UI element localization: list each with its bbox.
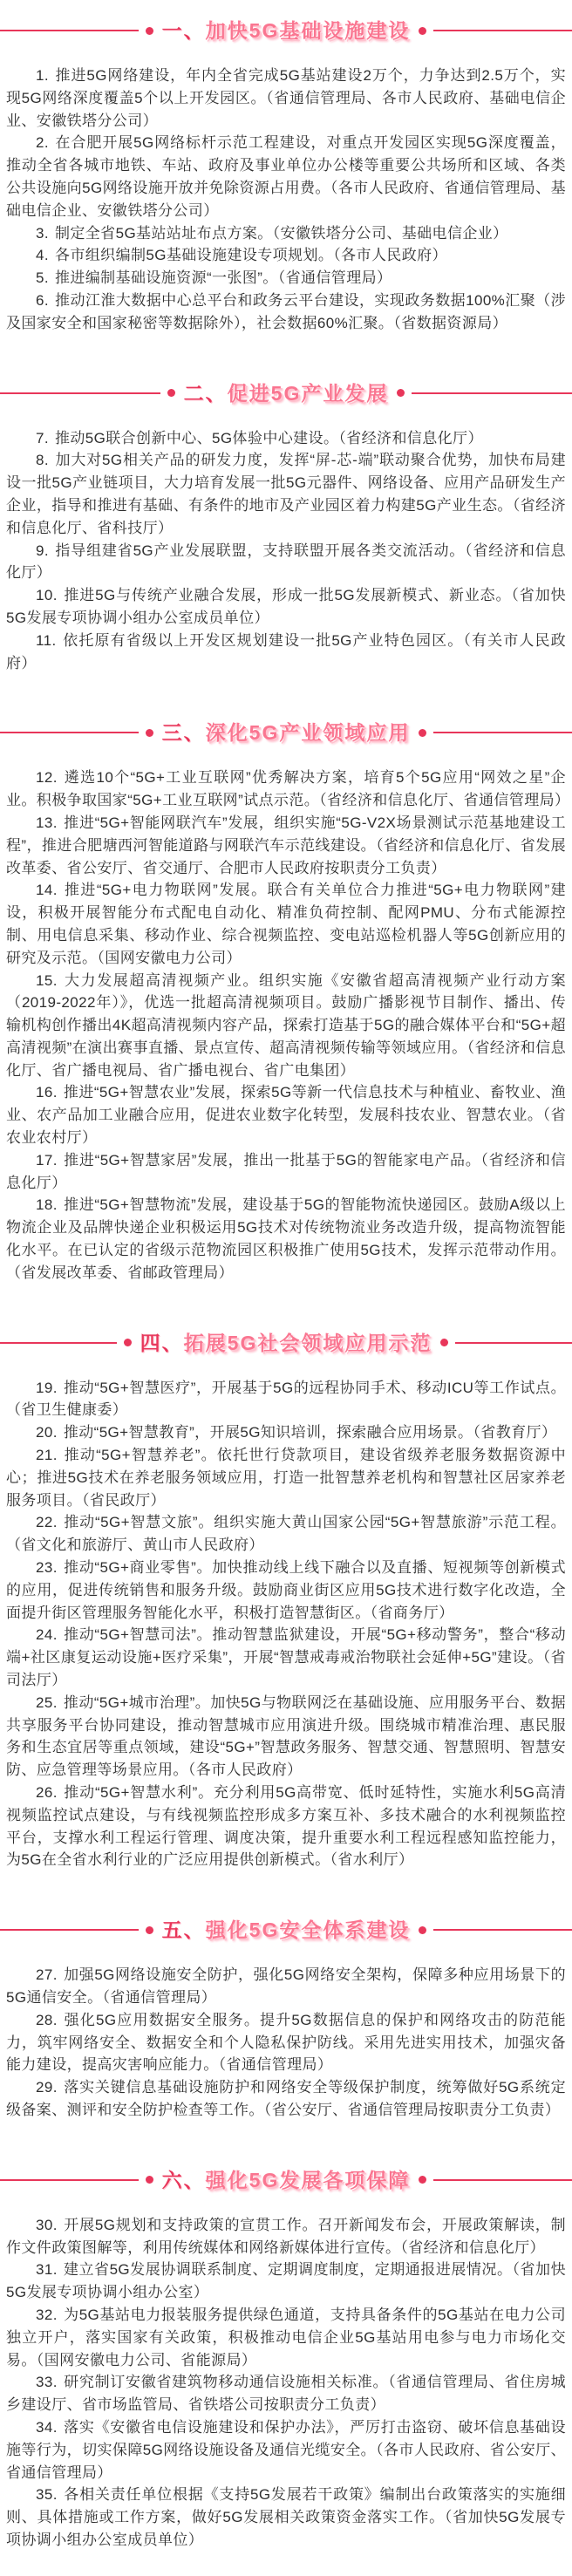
header-dot-right-icon	[419, 27, 426, 35]
item-number: 16.	[36, 1084, 58, 1101]
header-dot-right-icon	[419, 729, 426, 737]
header-dot-left-icon	[146, 1926, 153, 1934]
section-title-text: 加快5G基础设施建设	[205, 19, 411, 42]
policy-item	[6, 1421, 566, 1444]
item-number: 28.	[36, 2011, 58, 2028]
policy-section	[0, 1917, 572, 2122]
policy-section	[0, 1330, 572, 1872]
item-number: 10.	[36, 587, 58, 604]
item-text: 推动“5G+智慧医疗”，开展基于5G的远程协同手术、移动ICU等工作试点。（省卫生健康委）	[6, 1379, 566, 1419]
header-dot-right-icon	[397, 389, 405, 397]
item-number: 25.	[36, 1693, 58, 1711]
policy-item	[6, 1149, 566, 1195]
policy-section	[0, 17, 572, 335]
item-number: 30.	[36, 2216, 58, 2233]
header-dot-right-icon	[419, 2176, 426, 2184]
policy-item	[6, 267, 566, 290]
item-number: 22.	[36, 1514, 58, 1531]
policy-item	[6, 2371, 566, 2416]
section-title-text: 深化5G产业领域应用	[205, 721, 411, 745]
item-number: 18.	[36, 1196, 58, 1214]
header-dot-left-icon	[146, 729, 153, 737]
item-number: 34.	[36, 2418, 58, 2436]
section-items	[0, 1377, 572, 1872]
section-items	[0, 65, 572, 335]
section-items	[0, 1964, 572, 2122]
item-text: 建立省5G发展协调联系制度、定期调度制度，定期通报进展情况。（省加快5G发展专项协调小组办公室）	[6, 2261, 566, 2301]
policy-item	[6, 540, 566, 585]
item-number: 7.	[36, 429, 49, 446]
policy-item	[6, 427, 566, 450]
header-rule-right	[433, 732, 572, 733]
item-number: 12.	[36, 769, 58, 787]
section-header	[0, 1330, 572, 1356]
item-number: 26.	[36, 1784, 58, 1801]
item-text: 指导组建省5G产业发展联盟，支持联盟开展各类交流活动。（省经济和信息化厅）	[6, 542, 566, 582]
header-rule-right	[433, 1929, 572, 1931]
policy-item	[6, 2304, 566, 2371]
section-number: 四、	[140, 1331, 184, 1354]
item-number: 35.	[36, 2486, 58, 2504]
item-number: 32.	[36, 2306, 58, 2323]
policy-item	[6, 1624, 566, 1691]
item-text: 各相关责任单位根据《支持5G发展若干政策》编制出台政策落实的实施细则、具体措施或工作方案，做好5G发展相关政策资金落实工作。（省加快5G发展专项协调小组办公室成员单位）	[6, 2486, 566, 2548]
item-text: 加大对5G相关产品的研发力度，发挥“屏-芯-端”联动聚合优势，加快布局建设一批5G产业链项目，大力培育发展一批5G元器件、网络设备、应用产品研发生产企业，指导和推进有基础、有条件的地市及产业园区着力构建5G产业生态。（省经济和信息化厅、省科技厅）	[6, 452, 566, 536]
item-text: 研究制订安徽省建筑物移动通信设施相关标准。（省通信管理局、省住房城乡建设厅、省市场监管局、省铁塔公司按职责分工负责）	[6, 2374, 566, 2414]
section-number: 二、	[183, 381, 228, 405]
item-number: 33.	[36, 2374, 58, 2391]
policy-section	[0, 380, 572, 675]
policy-item	[6, 630, 566, 675]
section-title-text: 强化5G发展各项保障	[205, 2168, 411, 2191]
header-rule-left	[0, 1342, 117, 1344]
policy-item	[6, 2259, 566, 2304]
header-dot-left-icon	[146, 2176, 153, 2184]
item-text: 推动“5G+智慧水利”。充分利用5G高带宽、低时延特性，实施水利5G高清视频监控试点建设，与有线视频监控形成多方案互补、多技术融合的水利视频监控平台，支撑水利工程运行管理、调度决策，提升重要水利工程远程感知监控能力，为5G在全省水利行业的广泛应用提供创新模式。（省水利厅）	[6, 1784, 566, 1869]
section-header	[0, 17, 572, 44]
policy-item	[6, 812, 566, 879]
section-header	[0, 719, 572, 746]
item-text: 推进5G网络建设，年内全省完成5G基站建设2万个，力争达到2.5万个，实现5G网络深度覆盖5个以上开发园区。（省通信管理局、各市人民政府、基础电信企业、安徽铁塔分公司）	[6, 67, 566, 129]
item-number: 29.	[36, 2079, 58, 2096]
section-items	[0, 767, 572, 1284]
item-text: 开展5G规划和支持政策的宣贯工作。召开新闻发布会，开展政策解读，制作文件政策图解等，利用传统媒体和网络新媒体进行宣传。（省经济和信息化厅）	[6, 2216, 566, 2256]
item-number: 24.	[36, 1626, 58, 1644]
policy-item	[6, 970, 566, 1082]
section-title	[160, 2167, 412, 2193]
policy-item	[6, 767, 570, 812]
section-header	[0, 1917, 572, 1943]
item-text: 推进“5G+智能网联汽车”发展，组织实施“5G-V2X场景测试示范基地建设工程”，推进合肥塘西河智能道路与网联汽车示范线建设。（省经济和信息化厅、省发展改革委、省公安厅、省交通厅、合肥市人民政府按职责分工负责）	[6, 814, 566, 876]
policy-item	[6, 1511, 566, 1557]
item-text: 推动“5G+智慧养老”。依托世行贷款项目，建设省级养老服务数据资源中心；推进5G技术在养老服务领域应用，打造一批智慧养老机构和智慧社区居家养老服务项目。（省民政厅）	[6, 1447, 566, 1509]
policy-item	[6, 1444, 566, 1511]
header-dot-right-icon	[419, 1926, 426, 1934]
item-number: 27.	[36, 1966, 58, 1984]
item-number: 5.	[36, 269, 49, 287]
item-number: 23.	[36, 1559, 58, 1577]
policy-item	[6, 1377, 566, 1422]
section-title	[160, 17, 412, 44]
item-text: 推进5G与传统产业融合发展，形成一批5G发展新模式、新业态。（省加快5G发展专项协调小组办公室成员单位）	[6, 587, 566, 626]
section-number: 一、	[161, 19, 206, 42]
section-number: 六、	[161, 2168, 206, 2191]
policy-item	[6, 2416, 566, 2484]
item-number: 21.	[36, 1447, 58, 1464]
item-text: 依托原有省级以上开发区规划建设一批5G产业特色园区。（有关市人民政府）	[6, 631, 566, 671]
item-number: 19.	[36, 1379, 58, 1396]
item-text: 推动“5G+城市治理”。加快5G与物联网泛在基础设施、应用服务平台、数据共享服务平台协同建设，推动智慧城市应用演进升级。围绕城市精准治理、惠民服务和生态宜居等重点领域，建设“5G+”智慧政务服务、智慧交通、智慧照明、智慧安防、应急管理等场景应用。（各市人民政府）	[6, 1693, 566, 1779]
item-number: 14.	[36, 882, 58, 899]
policy-section	[0, 719, 572, 1284]
policy-item	[6, 584, 566, 630]
item-text: 各市组织编制5G基础设施建设专项规划。（各市人民政府）	[54, 247, 447, 264]
header-rule-left	[0, 392, 160, 394]
section-items	[0, 427, 572, 675]
item-text: 推进“5G+智慧农业”发展，探索5G等新一代信息技术与种植业、畜牧业、渔业、农产品加工业融合应用，促进农业数字化转型，发展科技农业、智慧农业。（省农业农村厅）	[6, 1084, 566, 1147]
item-number: 6.	[36, 291, 49, 309]
policy-item	[6, 1782, 566, 1871]
policy-item	[6, 1692, 566, 1782]
policy-item	[6, 1964, 566, 2009]
item-text: 遴选10个“5G+工业互联网”优秀解决方案，培育5个5G应用“网效之星”企业。积极争取国家“5G+工业互联网”试点示范。（省经济和信息化厅、省通信管理局）	[6, 769, 570, 809]
header-rule-right	[433, 30, 572, 31]
policy-item	[6, 222, 566, 245]
item-number: 11.	[36, 631, 57, 649]
header-dot-left-icon	[146, 27, 153, 35]
item-number: 3.	[36, 224, 49, 242]
item-text: 落实《安徽省电信设施建设和保护办法》，严厉打击盗窃、破坏信息基础设施等行为，切实保障5G网络设施设备及通信光缆安全。（各市人民政府、省公安厅、省通信管理局）	[6, 2418, 566, 2481]
section-title-text: 促进5G产业发展	[227, 381, 389, 405]
item-text: 在合肥开展5G网络标杆示范工程建设，对重点开发园区实现5G深度覆盖，推动全省各城市地铁、车站、政府及事业单位办公楼等重要公共场所和区域、各类公共设施向5G网络设施开放并免除资源占用费。（各市人民政府、省通信管理局、基础电信企业、安徽铁塔分公司）	[6, 134, 566, 219]
header-dot-left-icon	[167, 389, 175, 397]
item-text: 制定全省5G基站站址布点方案。（安徽铁塔分公司、基础电信企业）	[54, 224, 508, 242]
section-items	[0, 2214, 572, 2552]
section-title	[182, 380, 391, 406]
policy-item	[6, 132, 566, 221]
policy-item	[6, 2484, 566, 2551]
section-number: 三、	[161, 721, 206, 745]
item-number: 2.	[36, 134, 49, 152]
header-dot-left-icon	[124, 1339, 132, 1346]
header-rule-right	[455, 1342, 572, 1344]
item-number: 17.	[36, 1151, 58, 1169]
section-title	[160, 719, 412, 746]
item-text: 推进“5G+智慧家居”发展，推出一批基于5G的智能家电产品。（省经济和信息化厅）	[6, 1151, 566, 1191]
policy-section	[0, 2167, 572, 2552]
item-number: 15.	[36, 971, 58, 989]
item-text: 推进“5G+电力物联网”发展。联合有关单位合力推进“5G+电力物联网”建设，积极开展智能分布式配电自动化、精准负荷控制、配网PMU、分布式能源控制、用电信息采集、移动作业、综合视频监控、变电站巡检机器人等5G创新应用的研究及示范。（国网安徽电力公司）	[6, 882, 566, 966]
policy-item	[6, 2214, 566, 2259]
section-title	[139, 1330, 434, 1356]
section-title-text: 强化5G安全体系建设	[205, 1918, 411, 1942]
policy-item	[6, 449, 566, 539]
item-text: 推动5G联合创新中心、5G体验中心建设。（省经济和信息化厅）	[54, 429, 483, 446]
item-text: 加强5G网络设施安全防护，强化5G网络安全架构，保障多种应用场景下的5G通信安全。（省通信管理局）	[6, 1966, 566, 2006]
header-rule-left	[0, 30, 139, 31]
item-number: 8.	[36, 452, 49, 469]
header-rule-left	[0, 732, 139, 733]
item-text: 推动江淮大数据中心总平台和政务云平台建设，实现政务数据100%汇聚（涉及国家安全和国家秘密等数据除外），社会数据60%汇聚。（省数据资源局）	[6, 291, 566, 331]
item-number: 4.	[36, 247, 49, 264]
item-number: 31.	[36, 2261, 58, 2279]
header-rule-left	[0, 2179, 139, 2181]
item-text: 推动“5G+智慧教育”，开展5G知识培训，探索融合应用场景。（省教育厅）	[63, 1424, 557, 1441]
section-title-text: 拓展5G社会领域应用示范	[183, 1331, 432, 1354]
item-number: 13.	[36, 814, 58, 831]
item-text: 推动“5G+智慧文旅”。组织实施大黄山国家公园“5G+智慧旅游”示范工程。（省文化和旅游厅、黄山市人民政府）	[6, 1514, 566, 1554]
item-text: 推动“5G+商业零售”。加快推动线上线下融合以及直播、短视频等创新模式的应用，促进传统销售和服务升级。鼓励商业街区应用5G技术进行数字化改造，全面提升街区管理服务智能化水平，积极打造智慧街区。（省商务厅）	[6, 1559, 566, 1621]
header-rule-left	[0, 1929, 139, 1931]
policy-item	[6, 2009, 566, 2076]
policy-item	[6, 1557, 566, 1624]
policy-item	[6, 1194, 566, 1284]
item-number: 20.	[36, 1424, 58, 1441]
item-text: 推动“5G+智慧司法”。推动智慧监狱建设，开展“5G+移动警务”，整合“移动端+社区康复运动设施+医疗采集”，开展“智慧戒毒戒治物联社会延伸+5G”建设。（省司法厅）	[6, 1626, 566, 1689]
policy-item	[6, 244, 566, 267]
header-dot-right-icon	[440, 1339, 448, 1346]
policy-item	[6, 1081, 566, 1148]
header-rule-right	[412, 392, 572, 394]
item-number: 9.	[36, 542, 49, 559]
item-text: 大力发展超高清视频产业。组织实施《安徽省超高清视频产业行动方案（2019-2022年）》，优选一批超高清视频项目。鼓励广播影视节目制作、播出、传输机构创作播出4K超高清视频内容产品，探索打造基于5G的融合媒体平台和“5G+超高清视频”在演出赛事直播、景点宣传、超高清视频传输等领域应用。（省经济和信息化厅、省广播电视局、省广播电视台、省广电集团）	[6, 971, 566, 1079]
item-number: 1.	[36, 67, 49, 84]
item-text: 落实关键信息基础设施防护和网络安全等级保护制度，统筹做好5G系统定级备案、测评和安全防护检查等工作。（省公安厅、省通信管理局按职责分工负责）	[6, 2079, 566, 2118]
item-text: 推进编制基础设施资源“一张图”。（省通信管理局）	[54, 269, 392, 287]
policy-item	[6, 2076, 566, 2122]
header-rule-right	[433, 2179, 572, 2181]
item-text: 强化5G应用数据安全服务。提升5G数据信息的保护和网络攻击的防范能力，筑牢网络安全、数据安全和个人隐私保护防线。采用先进实用技术，加强灾备能力建设，提高灾害响应能力。（省通信管理局）	[6, 2011, 566, 2074]
item-text: 为5G基站电力报装服务提供绿色通道，支持具备条件的5G基站在电力公司独立开户，落实国家有关政策，积极推动电信企业5G基站用电参与电力市场化交易。（国网安徽电力公司、省能源局）	[6, 2306, 566, 2368]
section-header	[0, 380, 572, 406]
policy-item	[6, 65, 566, 132]
section-number: 五、	[161, 1918, 206, 1942]
section-title	[160, 1917, 412, 1943]
item-text: 推进“5G+智慧物流”发展，建设基于5G的智能物流快递园区。鼓励A级以上物流企业及品牌快递企业积极运用5G技术对传统物流业务改造升级，提高物流智能化水平。在已认定的省级示范物流园区积极推广使用5G技术，发挥示范带动作用。（省发展改革委、省邮政管理局）	[6, 1196, 566, 1281]
section-header	[0, 2167, 572, 2193]
policy-item	[6, 290, 566, 335]
policy-item	[6, 879, 566, 969]
